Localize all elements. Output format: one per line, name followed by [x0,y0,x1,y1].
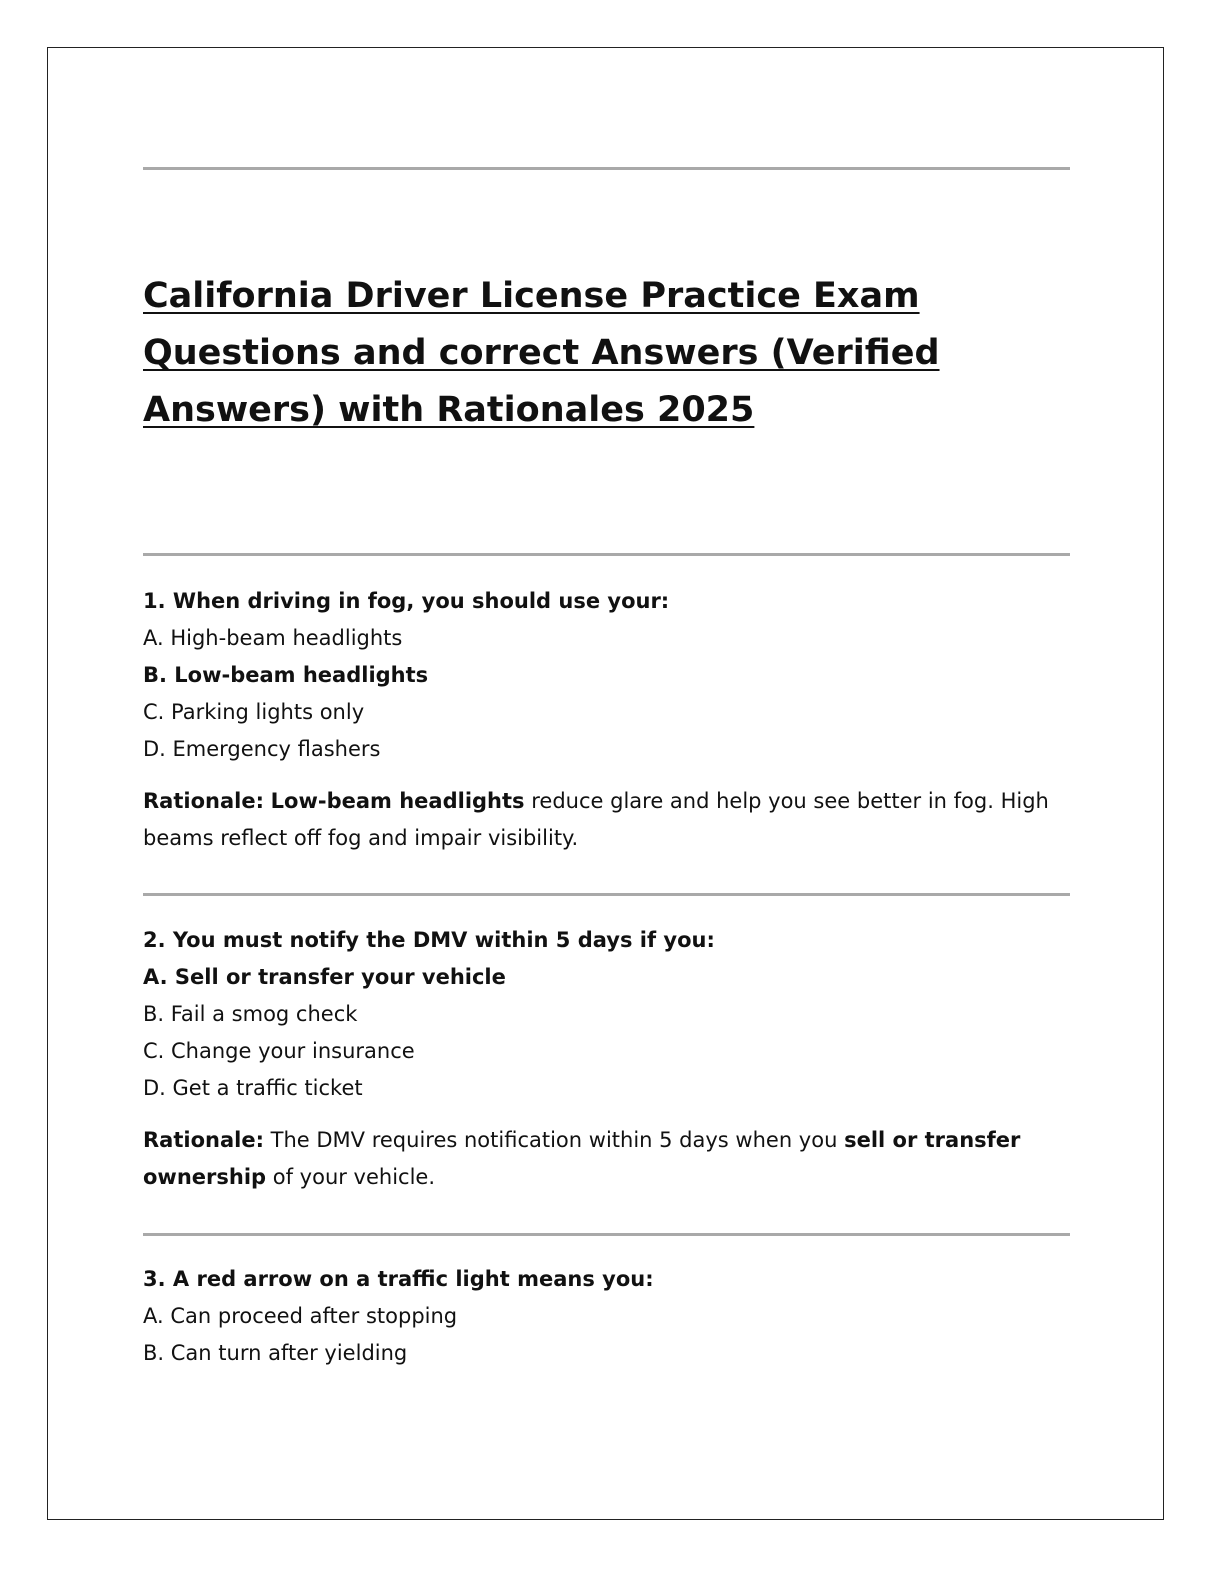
question-2-rationale [143,1122,1073,1196]
question-2-text: 2. You must notify the DMV within 5 days if you: [143,928,715,952]
rationale-highlight: sell or transfer ownership [143,1128,1021,1189]
rationale-label: Rationale: [143,789,264,813]
rationale-text-after: of your vehicle. [272,1165,436,1189]
rationale-text: reduce glare and help you see better in fog. High beams reflect off fog and impair visibility. [143,789,1049,850]
question-3-option-a: A. Can proceed after stopping [143,1304,458,1328]
question-3 [143,1261,1073,1372]
question-1-option-b-correct: B. Low-beam headlights [143,663,429,687]
rationale-text-before: The DMV requires notification within 5 days when you [270,1128,838,1152]
question-3-option-b: B. Can turn after yielding [143,1341,408,1365]
question-1-option-a: A. High-beam headlights [143,626,403,650]
question-2-option-c: C. Change your insurance [143,1039,415,1063]
question-1 [143,583,1073,857]
question-2-option-b: B. Fail a smog check [143,1002,358,1026]
question-1-text: 1. When driving in fog, you should use your: [143,589,670,613]
question-1-option-d: D. Emergency flashers [143,737,381,761]
divider-1 [143,553,1070,556]
question-1-rationale [143,783,1073,857]
question-2-option-a-correct: A. Sell or transfer your vehicle [143,965,506,989]
question-2 [143,922,1073,1196]
divider-2 [143,893,1070,896]
question-3-text: 3. A red arrow on a traffic light means you: [143,1267,654,1291]
question-1-option-c: C. Parking lights only [143,700,365,724]
rationale-label: Rationale: [143,1128,264,1152]
rationale-highlight: Low-beam headlights [270,789,525,813]
question-2-option-d: D. Get a traffic ticket [143,1076,363,1100]
divider-3 [143,1233,1070,1236]
document-title: California Driver License Practice Exam Questions and correct Answers (Verified Answers) with Rationales 2025 [143,276,940,430]
divider-top [143,167,1070,170]
